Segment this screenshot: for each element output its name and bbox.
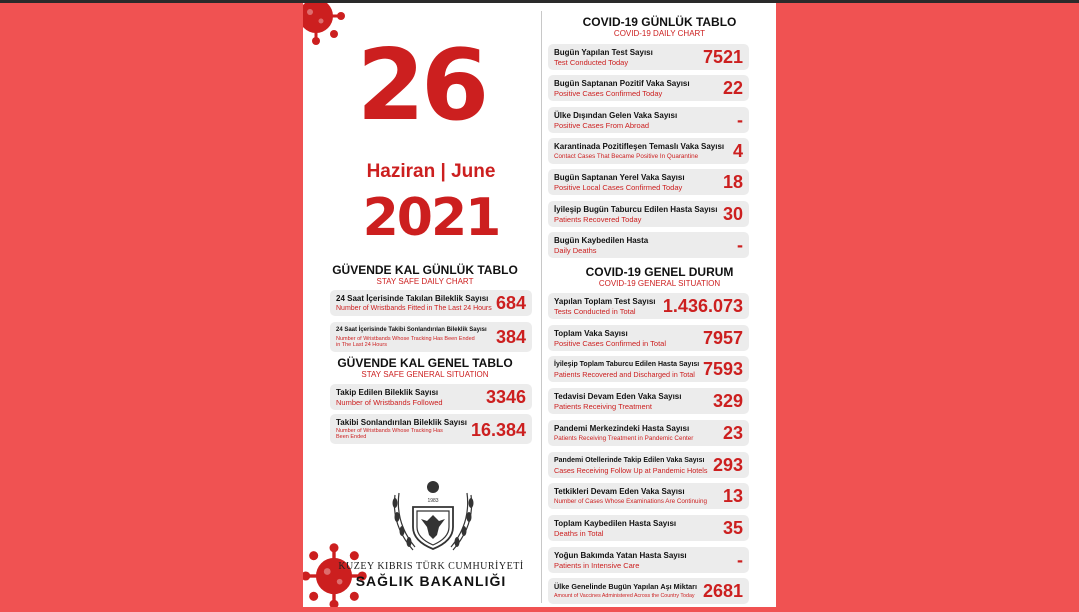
row-value: 4: [732, 140, 743, 161]
row-label-tr: Takip Edilen Bileklik Sayısı: [336, 388, 439, 397]
row-label-tr: Toplam Kaybedilen Hasta Sayısı: [554, 518, 677, 528]
row-label-tr: Ülke Genelinde Bugün Yapılan Aşı Miktarı: [554, 582, 698, 592]
row-value: 16.384: [470, 420, 526, 440]
daily-row: [548, 169, 749, 195]
stay-safe-daily-subtitle: STAY SAFE DAILY CHART: [376, 277, 474, 286]
covid-report-poster: [303, 3, 776, 607]
stay-safe-general-subtitle: STAY SAFE GENERAL SITUATION: [361, 370, 489, 379]
row-label-tr: Bugün Saptanan Pozitif Vaka Sayısı: [554, 79, 690, 89]
emblem-year: 1983: [427, 498, 439, 504]
row-label-tr: Karantinada Pozitifleşen Temaslı Vaka Sayısı: [554, 141, 725, 151]
stay-safe-general-row-followed: [330, 384, 532, 410]
row-value: 22: [722, 78, 743, 99]
organization-line1: KUZEY KIBRIS TÜRK CUMHURİYETİ: [338, 561, 524, 572]
row-label-tr: Tedavisi Devam Eden Vaka Sayısı: [554, 392, 682, 402]
row-label-en: Positive Cases Confirmed in Total: [554, 338, 666, 348]
row-value: 2681: [702, 581, 743, 602]
daily-row: [548, 201, 749, 227]
row-label-en: Patients Receiving Treatment: [554, 402, 652, 412]
row-label-tr: Ülke Dışından Gelen Vaka Sayısı: [554, 110, 678, 120]
row-label-en: Number of Wristbands Whose Tracking Has Been Ended in The Last 24 Hours: [336, 336, 475, 348]
row-label-en: Patients Receiving Treatment in Pandemic Center: [554, 434, 694, 442]
row-value: 7593: [702, 359, 743, 380]
stay-safe-daily-title: GÜVENDE KAL GÜNLÜK TABLO: [332, 263, 518, 277]
column-divider: [541, 11, 542, 603]
general-row: [548, 547, 749, 573]
date-year: 2021: [362, 188, 500, 248]
row-label-en: Deaths in Total: [554, 528, 604, 538]
general-row: [548, 452, 749, 478]
daily-subtitle: COVID-19 DAILY CHART: [613, 29, 706, 38]
row-label-tr: Toplam Vaka Sayısı: [554, 328, 628, 338]
row-label-tr: Tetkikleri Devam Eden Vaka Sayısı: [554, 487, 685, 497]
row-value: 384: [495, 327, 526, 347]
row-value: 7957: [702, 327, 743, 348]
row-label-en: Positive Cases Confirmed Today: [554, 89, 663, 99]
row-value: 7521: [702, 47, 743, 67]
general-row: [548, 388, 749, 414]
row-label-en: Positive Local Cases Confirmed Today: [554, 183, 683, 193]
emblem-icon: [383, 465, 483, 565]
row-value: 1.436.073: [662, 296, 743, 316]
row-value: 35: [722, 517, 743, 538]
row-label-tr: Yoğun Bakımda Yatan Hasta Sayısı: [554, 550, 687, 560]
row-label-en: Contact Cases That Became Positive In Quarantine: [554, 152, 699, 160]
stay-safe-general-row-ended: [330, 414, 532, 444]
row-label-en: Patients Recovered and Discharged in Total: [554, 370, 695, 380]
row-value: 684: [495, 293, 526, 313]
row-value: 293: [712, 454, 743, 475]
stay-safe-daily-row-wristbands-ended: [330, 322, 532, 352]
row-label-en: Number of Cases Whose Examinations Are Continuing: [554, 498, 707, 506]
row-label-en: Number of Wristbands Whose Tracking Has Been Ended: [336, 428, 443, 440]
row-label-en: Daily Deaths: [554, 245, 597, 255]
row-label-en: Test Conducted Today: [554, 58, 629, 67]
general-subtitle: COVID-19 GENERAL SITUATION: [598, 279, 721, 288]
row-value: 329: [712, 391, 743, 412]
stay-safe-general-title: GÜVENDE KAL GENEL TABLO: [337, 356, 513, 370]
row-label-en: Patients Recovered Today: [554, 214, 642, 224]
date-month: Haziran | June: [366, 161, 496, 182]
stay-safe-daily-row-wristbands-fitted: [330, 290, 532, 316]
row-label-en: Number of Wristbands Fitted in The Last 24 Hours: [336, 305, 492, 312]
row-label-tr: İyileşip Toplam Taburcu Edilen Hasta Sayısı: [554, 361, 700, 369]
row-label-tr: Bugün Yapılan Test Sayısı: [554, 48, 653, 57]
general-title: COVID-19 GENEL DURUM: [585, 265, 734, 279]
daily-row: [548, 44, 749, 70]
row-label-tr: Yapılan Toplam Test Sayısı: [554, 297, 656, 306]
organization-line2: SAĞLIK BAKANLIĞI: [355, 573, 507, 589]
row-label-en: Positive Cases From Abroad: [554, 120, 650, 130]
general-row: [548, 578, 749, 604]
row-label-en: Amount of Vaccines Administered Across the Country Today: [554, 593, 695, 600]
date-day: 26: [356, 29, 486, 143]
row-label-tr: Takibi Sonlandırılan Bileklik Sayısı: [336, 418, 468, 427]
daily-title: COVID-19 GÜNLÜK TABLO: [582, 15, 737, 29]
general-row: [548, 356, 749, 382]
row-label-tr: Pandemi Otellerinde Takip Edilen Vaka Sayısı: [554, 456, 705, 464]
row-value: 23: [722, 422, 743, 443]
general-row: [548, 325, 749, 351]
row-label-en: Patients in Intensive Care: [554, 560, 640, 570]
row-value: -: [737, 234, 743, 255]
row-value: -: [737, 109, 743, 130]
daily-row: [548, 232, 749, 258]
row-label-en: Number of Wristbands Followed: [336, 398, 443, 407]
general-row: [548, 483, 749, 509]
general-row: [548, 293, 749, 319]
row-label-tr: Bugün Kaybedilen Hasta: [554, 235, 649, 245]
row-label-en: Tests Conducted in Total: [554, 307, 636, 316]
row-value: 18: [722, 172, 743, 193]
row-label-tr: Bugün Saptanan Yerel Vaka Sayısı: [554, 173, 685, 183]
daily-row: [548, 138, 749, 164]
row-label-tr: 24 Saat İçerisinde Takılan Bileklik Sayısı: [336, 294, 489, 303]
daily-row: [548, 107, 749, 133]
daily-row: [548, 75, 749, 101]
row-label-tr: İyileşip Bugün Taburcu Edilen Hasta Sayısı: [554, 204, 718, 214]
row-label-tr: Pandemi Merkezindeki Hasta Sayısı: [554, 423, 690, 433]
row-value: 30: [722, 203, 743, 224]
row-label-tr: 24 Saat İçerisinde Takibi Sonlandırılan Bileklik Sayısı: [336, 327, 487, 333]
row-value: 3346: [485, 387, 526, 407]
general-row: [548, 420, 749, 446]
row-value: 13: [722, 486, 743, 507]
general-row: [548, 515, 749, 541]
row-label-en: Cases Receiving Follow Up at Pandemic Hotels: [554, 465, 708, 475]
row-value: -: [737, 549, 743, 570]
